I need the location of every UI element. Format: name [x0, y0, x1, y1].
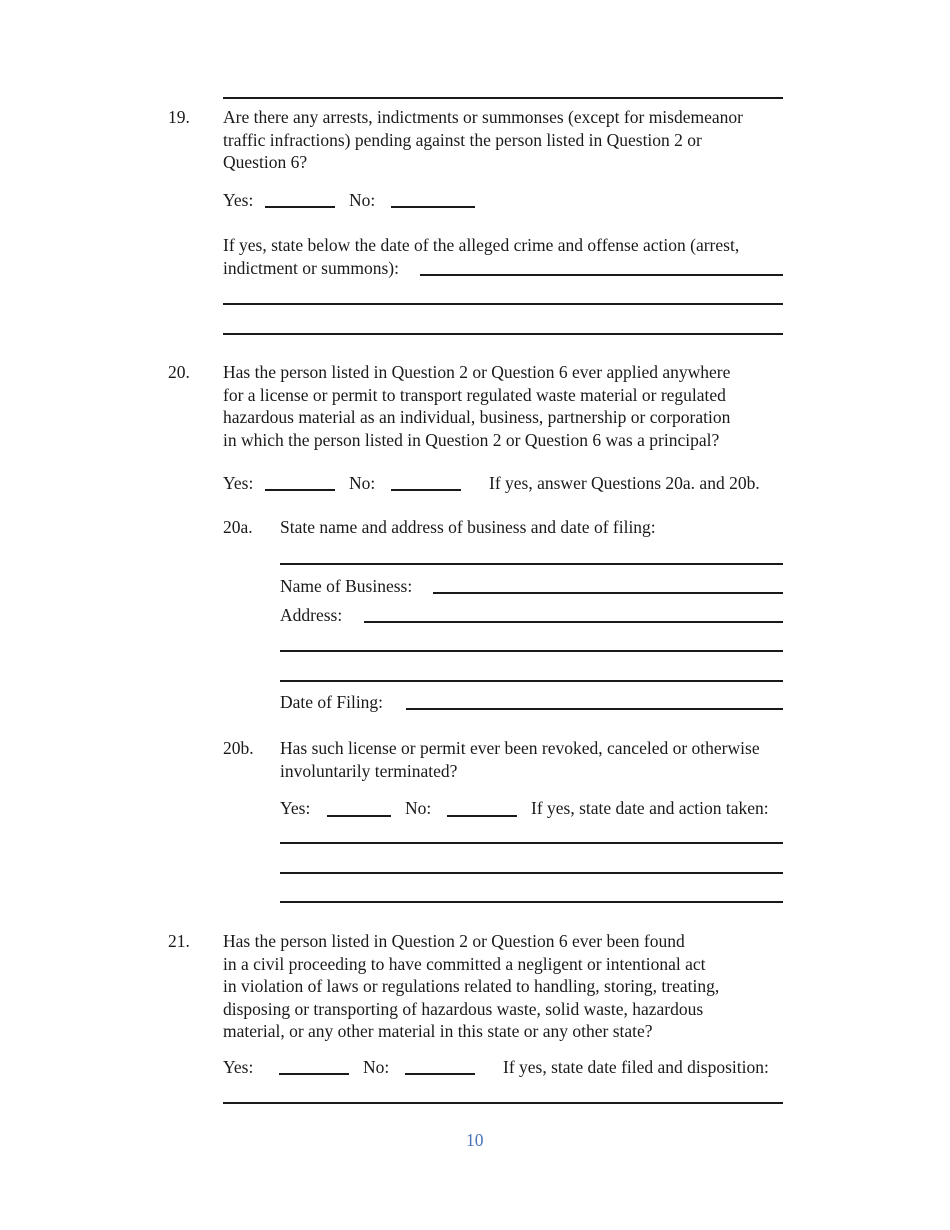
- q20-question-line: Has the person listed in Question 2 or Question 6 ever applied anywhere: [223, 362, 731, 382]
- q20-question-line: for a license or permit to transport regulated waste material or regulated: [223, 384, 726, 405]
- q20a-address-field[interactable]: [364, 621, 783, 623]
- q20b-no-field[interactable]: [447, 815, 517, 817]
- q20-yes-label: Yes:: [223, 473, 254, 493]
- q20a-address-label: Address:: [280, 605, 343, 625]
- q20a-number: 20a.: [223, 517, 253, 537]
- q19-number: 19.: [168, 107, 190, 127]
- q20-question: [223, 361, 803, 451]
- q19-answer-line[interactable]: [223, 333, 783, 335]
- q19-answer-line[interactable]: [223, 303, 783, 305]
- q19-followup-field[interactable]: [420, 274, 783, 276]
- q21-question-line: in violation of laws or regulations related to handling, storing, treating,: [223, 976, 720, 996]
- q21-question-line: Has the person listed in Question 2 or Question 6 ever been found: [223, 931, 685, 951]
- q21-question: [223, 930, 803, 1043]
- q19-question-line: traffic infractions) pending against the person listed in Question 2 or: [223, 129, 702, 150]
- q20b-number: 20b.: [223, 738, 254, 758]
- q20b-no-label: No:: [405, 798, 432, 818]
- q20-question-line: in which the person listed in Question 2 or Question 6 was a principal?: [223, 429, 720, 450]
- q20b-instruction: If yes, state date and action taken:: [531, 798, 769, 818]
- q20b-question-line: Has such license or permit ever been revoked, canceled or otherwise: [280, 738, 760, 758]
- q20a-address-line[interactable]: [280, 680, 783, 682]
- q20a-name-label: Name of Business:: [280, 576, 413, 596]
- q20b-answer-line[interactable]: [280, 901, 783, 903]
- q19-no-label: No:: [349, 190, 376, 210]
- q20b-yes-label: Yes:: [280, 798, 311, 818]
- q19-followup: [223, 234, 803, 279]
- q20-no-field[interactable]: [391, 489, 461, 491]
- q21-yes-field[interactable]: [279, 1073, 349, 1075]
- q20b-question: [280, 737, 810, 782]
- q19-yes-field[interactable]: [265, 206, 335, 208]
- q19-question-line: Question 6?: [223, 152, 308, 172]
- q19-followup-line: If yes, state below the date of the alleged crime and offense action (arrest,: [223, 235, 740, 255]
- q19-yes-label: Yes:: [223, 190, 254, 210]
- page-number: 10: [466, 1130, 484, 1150]
- q20-question-line: hazardous material as an individual, business, partnership or corporation: [223, 407, 731, 427]
- q20-instruction: If yes, answer Questions 20a. and 20b.: [489, 473, 760, 493]
- q20a-address-line[interactable]: [280, 650, 783, 652]
- q21-number: 21.: [168, 931, 190, 951]
- q20-no-label: No:: [349, 473, 376, 493]
- q21-yes-label: Yes:: [223, 1057, 254, 1077]
- q20-number: 20.: [168, 362, 190, 382]
- q20a-answer-line[interactable]: [280, 563, 783, 565]
- q19-no-field[interactable]: [391, 206, 475, 208]
- q20a-name-field[interactable]: [433, 592, 783, 594]
- q21-no-field[interactable]: [405, 1073, 475, 1075]
- q21-answer-line[interactable]: [223, 1102, 783, 1104]
- q20b-question-line: involuntarily terminated?: [280, 760, 458, 781]
- q19-question: [223, 106, 803, 174]
- q21-question-line: disposing or transporting of hazardous waste, solid waste, hazardous: [223, 998, 704, 1019]
- q20-yes-field[interactable]: [265, 489, 335, 491]
- q19-followup-line: indictment or summons):: [223, 257, 399, 278]
- q20a-text: State name and address of business and date of filing:: [280, 517, 656, 537]
- q20b-yes-field[interactable]: [327, 815, 391, 817]
- q20a-date-field[interactable]: [406, 708, 783, 710]
- q19-question-line: Are there any arrests, indictments or summonses (except for misdemeanor: [223, 107, 743, 127]
- q21-instruction: If yes, state date filed and disposition:: [503, 1057, 769, 1077]
- q20a-date-label: Date of Filing:: [280, 692, 384, 712]
- q20b-answer-line[interactable]: [280, 842, 783, 844]
- q20b-answer-line[interactable]: [280, 872, 783, 874]
- q21-question-line: material, or any other material in this state or any other state?: [223, 1021, 653, 1041]
- top-answer-line[interactable]: [223, 97, 783, 99]
- q21-no-label: No:: [363, 1057, 390, 1077]
- q21-question-line: in a civil proceeding to have committed a negligent or intentional act: [223, 953, 706, 974]
